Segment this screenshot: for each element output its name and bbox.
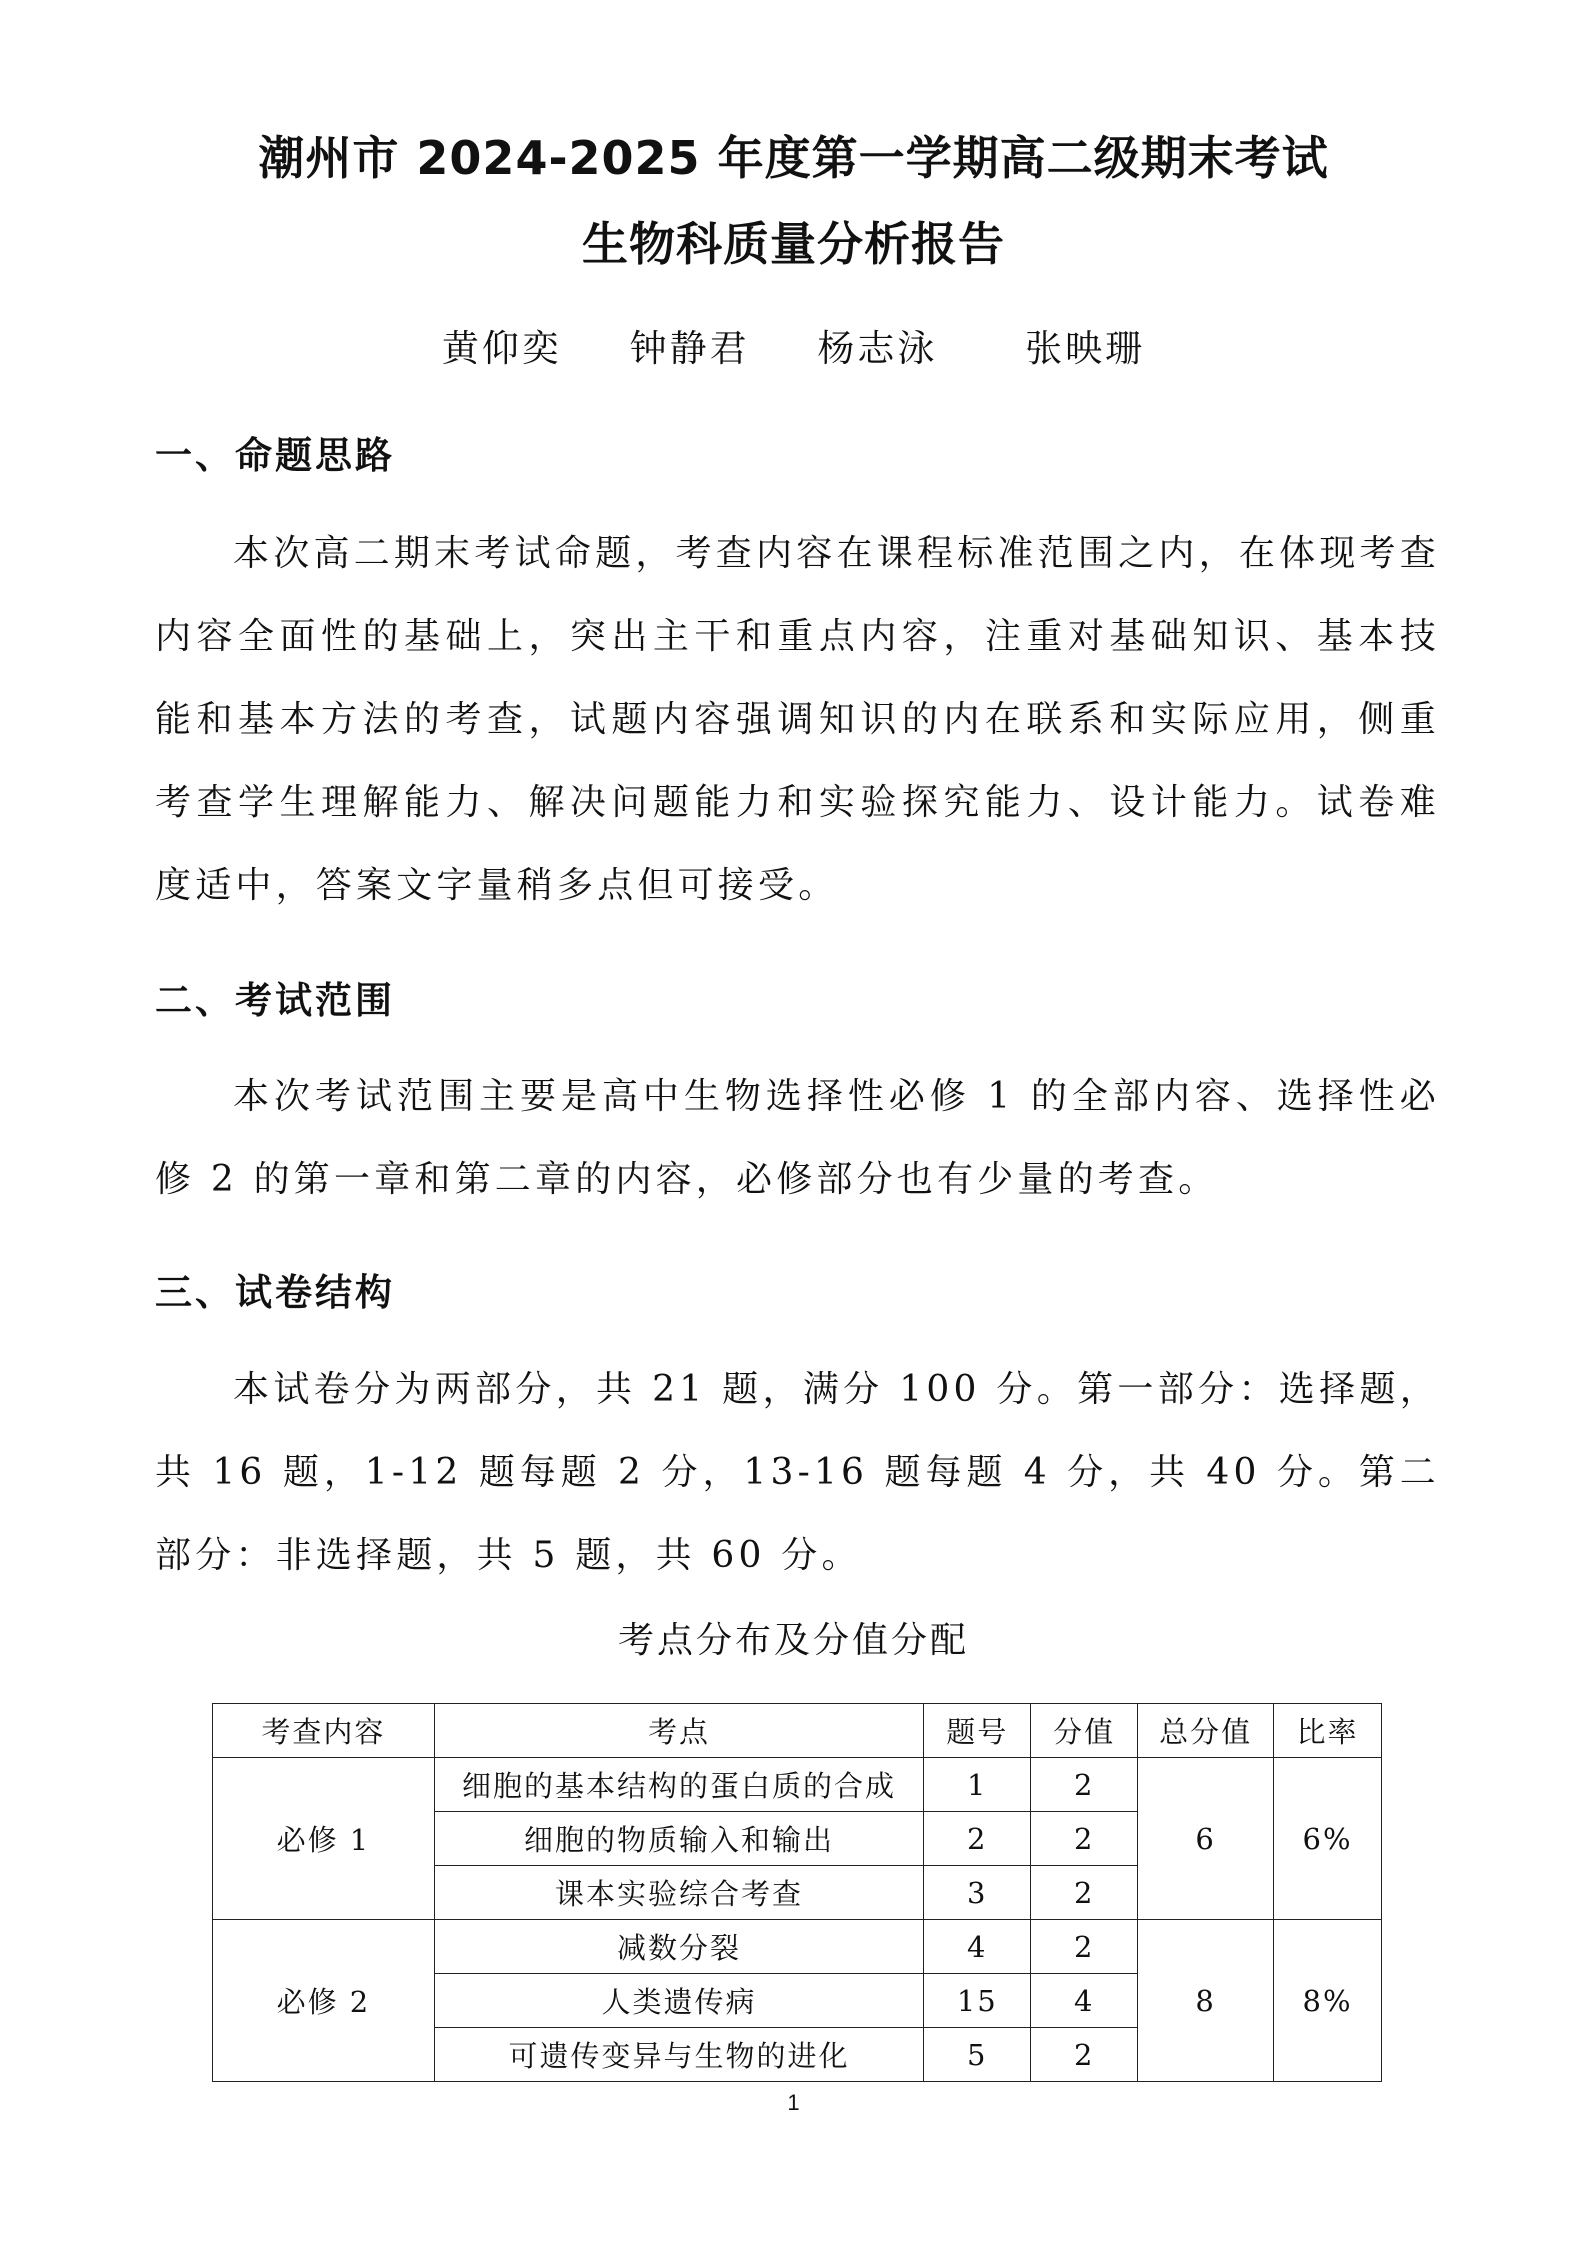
- point-cell: 细胞的物质输入和输出: [434, 1812, 924, 1866]
- report-title-line1: 潮州市 2024-2025 年度第一学期高二级期末考试: [258, 131, 1329, 185]
- ratio-cell: 8%: [1274, 1920, 1382, 2082]
- column-header: 分值: [1031, 1704, 1138, 1758]
- score-cell: 2: [1031, 1812, 1138, 1866]
- question-number-cell: 2: [924, 1812, 1031, 1866]
- section-heading: 二、考试范围: [155, 978, 395, 1022]
- section-heading: 三、试卷结构: [155, 1270, 395, 1314]
- question-number-cell: 1: [924, 1758, 1031, 1812]
- section-body: 本次考试范围主要是高中生物选择性必修 1 的全部内容、选择性必修 2 的第一章和第二章的内容，必修部分也有少量的考查。: [155, 1076, 1440, 1200]
- table-caption: 考点分布及分值分配: [617, 1620, 969, 1661]
- exam-points-table: [212, 1703, 1382, 2082]
- column-header: 题号: [924, 1704, 1031, 1758]
- section-body: 本试卷分为两部分，共 21 题，满分 100 分。第一部分：选择题，共 16 题，1-12 题每题 2 分，13-16 题每题 4 分，共 40 分。第二部分：非选择题，共 5 题，共 60 分。: [155, 1369, 1440, 1576]
- column-header: 总分值: [1138, 1704, 1274, 1758]
- column-header: 考点: [434, 1704, 924, 1758]
- table-row: [213, 1920, 1382, 1974]
- author: 张映珊: [1025, 327, 1146, 370]
- section-heading: 一、命题思路: [155, 433, 395, 477]
- page-number: 1: [787, 2090, 800, 2115]
- score-cell: 4: [1031, 1974, 1138, 2028]
- author: 杨志泳: [817, 327, 938, 370]
- author-list: [0, 318, 1587, 372]
- column-header: 考查内容: [213, 1704, 435, 1758]
- content-cell: 必修 1: [213, 1758, 435, 1920]
- point-cell: 课本实验综合考查: [434, 1866, 924, 1920]
- point-cell: 细胞的基本结构的蛋白质的合成: [434, 1758, 924, 1812]
- report-title-line2: 生物科质量分析报告: [582, 217, 1005, 271]
- question-number-cell: 3: [924, 1866, 1031, 1920]
- author: 黄仰奕: [441, 327, 562, 370]
- table-header-row: [213, 1704, 1382, 1758]
- column-header: 比率: [1274, 1704, 1382, 1758]
- point-cell: 人类遗传病: [434, 1974, 924, 2028]
- total-cell: 6: [1138, 1758, 1274, 1920]
- total-cell: 8: [1138, 1920, 1274, 2082]
- score-cell: 2: [1031, 1758, 1138, 1812]
- author: 钟静君: [629, 327, 750, 370]
- content-cell: 必修 2: [213, 1920, 435, 2082]
- question-number-cell: 5: [924, 2028, 1031, 2082]
- score-cell: 2: [1031, 1866, 1138, 1920]
- score-cell: 2: [1031, 2028, 1138, 2082]
- point-cell: 减数分裂: [434, 1920, 924, 1974]
- question-number-cell: 4: [924, 1920, 1031, 1974]
- section-body: 本次高二期末考试命题，考查内容在课程标准范围之内，在体现考查内容全面性的基础上，突出主干和重点内容，注重对基础知识、基本技能和基本方法的考查，试题内容强调知识的内在联系和实际应用，侧重考查学生理解能力、解决问题能力和实验探究能力、设计能力。试卷难度适中，答案文字量稍多点但可接受。: [155, 533, 1440, 906]
- score-cell: 2: [1031, 1920, 1138, 1974]
- table-row: [213, 1758, 1382, 1812]
- ratio-cell: 6%: [1274, 1758, 1382, 1920]
- point-cell: 可遗传变异与生物的进化: [434, 2028, 924, 2082]
- question-number-cell: 15: [924, 1974, 1031, 2028]
